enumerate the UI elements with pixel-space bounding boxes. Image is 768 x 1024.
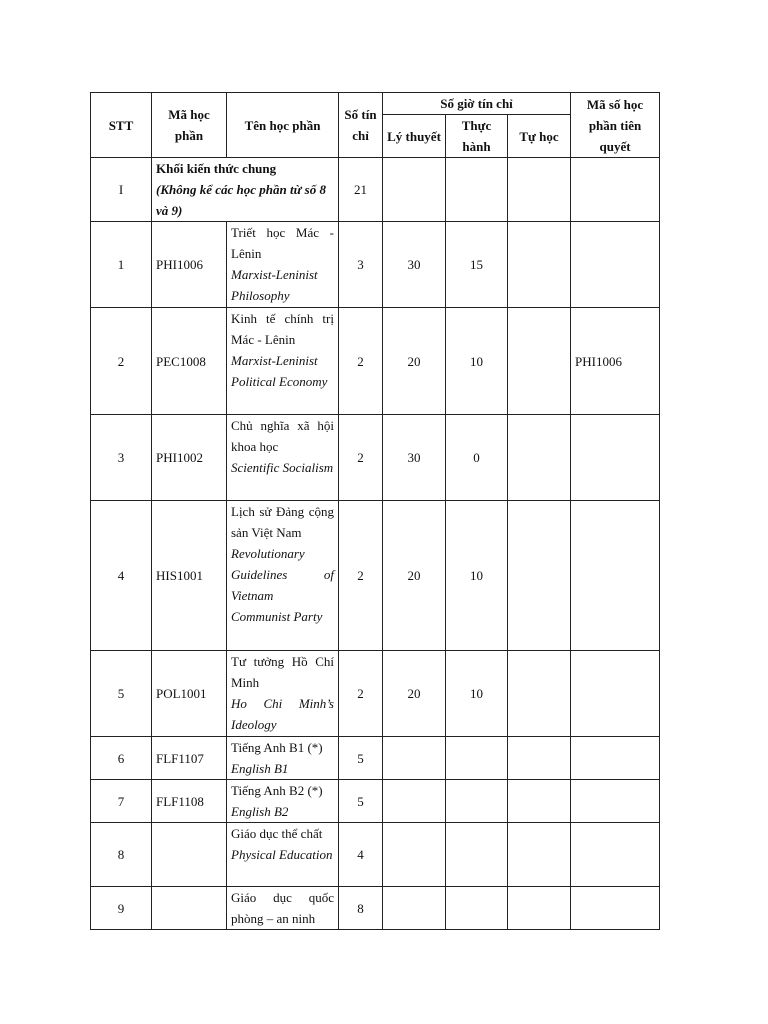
row-credits: 2 — [339, 308, 383, 415]
row-practice — [446, 737, 508, 780]
row-name-vi: Triết học Mác - Lênin — [231, 225, 334, 261]
header-ten-hoc-phan: Tên học phần — [227, 93, 339, 158]
row-credits: 5 — [339, 780, 383, 823]
table-row — [91, 222, 660, 308]
row-stt: 6 — [91, 737, 152, 780]
row-theory — [383, 887, 446, 930]
row-stt: 5 — [91, 651, 152, 737]
row-name-vi: Giáo dục quốc phòng – an ninh — [231, 890, 334, 926]
row-name — [227, 651, 339, 737]
row-practice: 10 — [446, 501, 508, 651]
row-name-en: Scientific Socialism — [231, 460, 334, 475]
row-code: FLF1107 — [152, 737, 227, 780]
row-code: POL1001 — [152, 651, 227, 737]
section-credits: 21 — [339, 158, 383, 222]
table-row — [91, 737, 660, 780]
row-name-en: Ho Chi Minh’s Ideology — [231, 696, 334, 732]
row-stt: 3 — [91, 415, 152, 501]
row-prereq: PHI1006 — [571, 308, 660, 415]
row-credits: 2 — [339, 501, 383, 651]
row-self — [508, 222, 571, 308]
row-code — [152, 823, 227, 887]
header-tu-hoc: Tự học — [508, 115, 571, 158]
row-credits: 5 — [339, 737, 383, 780]
row-name-vi: Giáo dục thể chất — [231, 826, 323, 841]
row-practice — [446, 823, 508, 887]
section-subtitle: (Không kể các học phần từ số 8 và 9) — [156, 182, 326, 218]
row-self — [508, 651, 571, 737]
row-theory — [383, 780, 446, 823]
row-credits: 3 — [339, 222, 383, 308]
row-name — [227, 823, 339, 887]
row-prereq — [571, 651, 660, 737]
row-code: PHI1006 — [152, 222, 227, 308]
row-name — [227, 737, 339, 780]
row-credits: 2 — [339, 651, 383, 737]
header-ma-hoc-phan: Mã học phần — [152, 93, 227, 158]
table-row — [91, 780, 660, 823]
row-practice — [446, 780, 508, 823]
section-title-cell — [152, 158, 339, 222]
row-name — [227, 887, 339, 930]
row-practice — [446, 887, 508, 930]
row-name — [227, 780, 339, 823]
table-row — [91, 651, 660, 737]
table-row — [91, 887, 660, 930]
row-practice: 10 — [446, 308, 508, 415]
row-self — [508, 501, 571, 651]
section-title: Khối kiến thức chung — [156, 161, 277, 176]
header-ly-thuyet: Lý thuyết — [383, 115, 446, 158]
header-ma-so-tien-quyet: Mã số học phần tiên quyết — [571, 93, 660, 158]
table-row — [91, 415, 660, 501]
row-theory: 20 — [383, 308, 446, 415]
row-prereq — [571, 501, 660, 651]
row-theory: 20 — [383, 651, 446, 737]
row-prereq — [571, 415, 660, 501]
row-theory: 30 — [383, 415, 446, 501]
row-theory: 20 — [383, 501, 446, 651]
table-row — [91, 823, 660, 887]
row-self — [508, 308, 571, 415]
row-prereq — [571, 780, 660, 823]
row-code: PHI1002 — [152, 415, 227, 501]
row-stt: 4 — [91, 501, 152, 651]
row-name-en: Revolutionary Guidelines of Vietnam Communist Party — [231, 546, 334, 624]
row-stt: 1 — [91, 222, 152, 308]
row-name-vi: Tiếng Anh B1 (*) — [231, 740, 323, 755]
row-stt: 9 — [91, 887, 152, 930]
row-code: PEC1008 — [152, 308, 227, 415]
row-stt: 2 — [91, 308, 152, 415]
row-name-en: Marxist-Leninist Philosophy — [231, 267, 318, 303]
row-self — [508, 780, 571, 823]
row-name-vi: Tư tưởng Hồ Chí Minh — [231, 654, 334, 690]
row-name — [227, 415, 339, 501]
header-thuc-hanh: Thực hành — [446, 115, 508, 158]
row-theory — [383, 737, 446, 780]
row-name-en: Marxist-Leninist Political Economy — [231, 353, 328, 389]
row-theory: 30 — [383, 222, 446, 308]
row-name — [227, 222, 339, 308]
row-name — [227, 501, 339, 651]
row-code: HIS1001 — [152, 501, 227, 651]
row-name-vi: Tiếng Anh B2 (*) — [231, 783, 323, 798]
row-prereq — [571, 222, 660, 308]
row-stt: 8 — [91, 823, 152, 887]
row-name-vi: Chủ nghĩa xã hội khoa học — [231, 418, 334, 454]
section-stt: I — [91, 158, 152, 222]
row-code — [152, 887, 227, 930]
row-practice: 15 — [446, 222, 508, 308]
row-theory — [383, 823, 446, 887]
row-name-vi: Kinh tế chính trị Mác - Lênin — [231, 311, 334, 347]
section-row — [91, 158, 660, 222]
row-self — [508, 737, 571, 780]
header-so-gio-tin-chi: Số giờ tín chỉ — [383, 93, 571, 115]
row-prereq — [571, 823, 660, 887]
row-name-en: English B2 — [231, 804, 289, 819]
row-prereq — [571, 737, 660, 780]
row-credits: 2 — [339, 415, 383, 501]
row-credits: 8 — [339, 887, 383, 930]
row-name — [227, 308, 339, 415]
row-self — [508, 823, 571, 887]
row-code: FLF1108 — [152, 780, 227, 823]
row-name-vi: Lịch sử Đảng cộng sản Việt Nam — [231, 504, 334, 540]
table-row — [91, 501, 660, 651]
row-self — [508, 887, 571, 930]
row-stt: 7 — [91, 780, 152, 823]
header-stt: STT — [91, 93, 152, 158]
row-name-en: English B1 — [231, 761, 289, 776]
table-row — [91, 308, 660, 415]
row-name-en: Physical Education — [231, 847, 333, 862]
row-prereq — [571, 887, 660, 930]
header-so-tin-chi: Số tín chỉ — [339, 93, 383, 158]
row-self — [508, 415, 571, 501]
row-credits: 4 — [339, 823, 383, 887]
row-practice: 0 — [446, 415, 508, 501]
header-row-1 — [91, 93, 660, 115]
row-practice: 10 — [446, 651, 508, 737]
curriculum-table — [90, 92, 660, 930]
